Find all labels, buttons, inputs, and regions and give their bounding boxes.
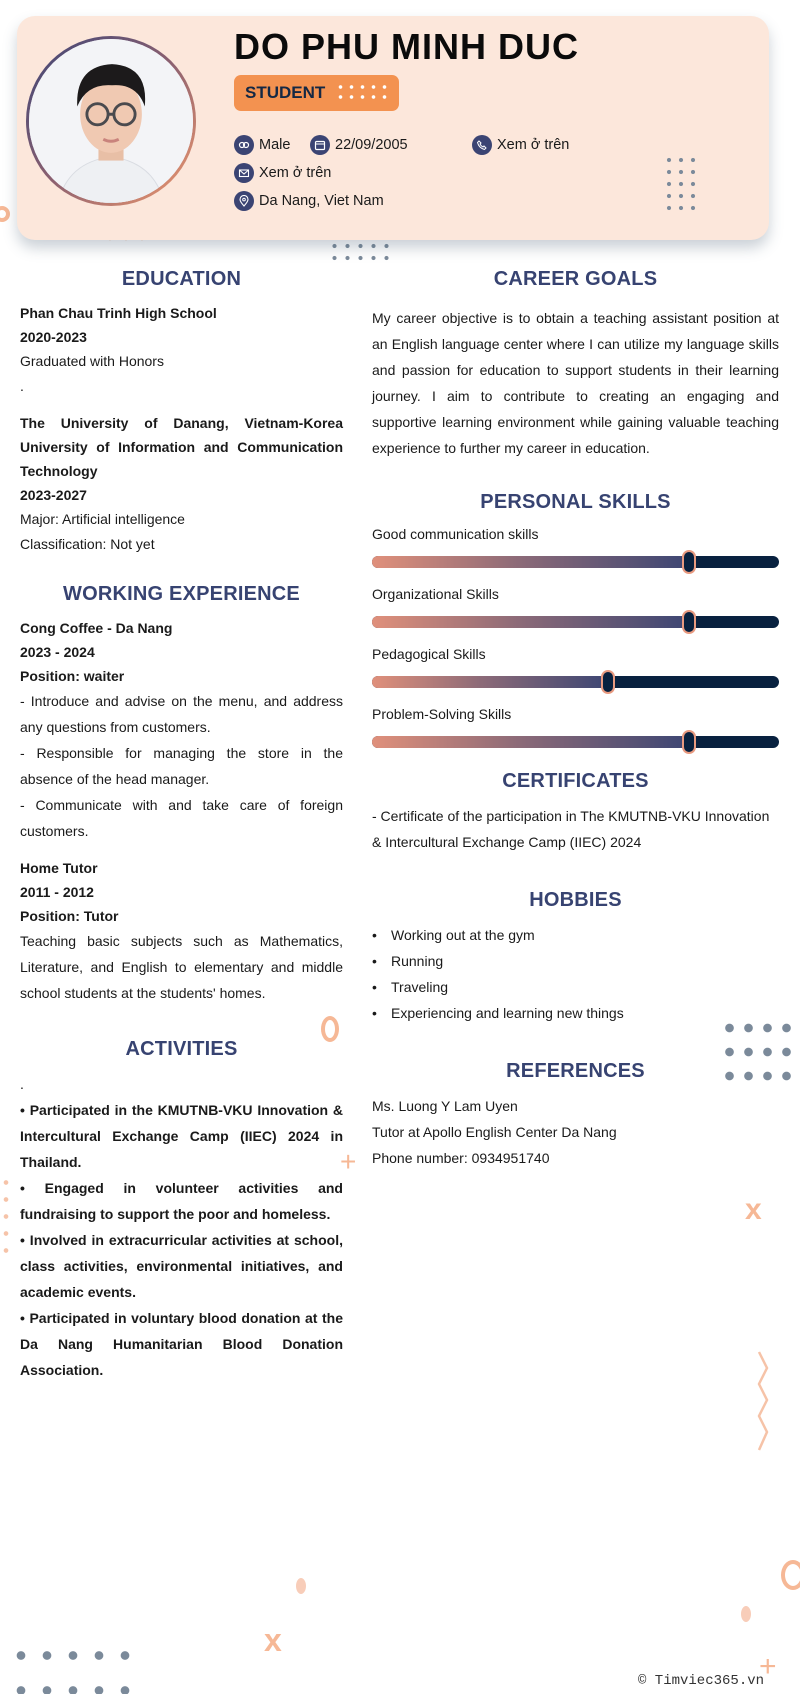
contact-birthday — [310, 135, 408, 155]
skill-label: Organizational Skills — [372, 586, 499, 602]
school-name: Phan Chau Trinh High School — [20, 305, 217, 321]
section-title: EDUCATION — [121, 268, 242, 290]
skill-label: Good communication skills — [372, 526, 539, 542]
calendar-icon — [310, 135, 330, 155]
section-title: REFERENCES — [506, 1060, 645, 1082]
section-title: ACTIVITIES — [125, 1038, 238, 1060]
gender-icon — [234, 135, 254, 155]
skill-slider-thumb[interactable] — [682, 610, 696, 634]
role-label: STUDENT — [245, 83, 326, 102]
skill-bar — [372, 676, 779, 688]
skill-bar — [372, 616, 779, 628]
hobby-item: • Running — [372, 948, 779, 974]
badge-dots-icon — [335, 82, 391, 102]
mail-icon — [234, 163, 254, 183]
phone-value[interactable]: Xem ở trên — [497, 137, 570, 153]
job-duty: - Responsible for managing the store in the absence of the head manager. — [20, 745, 343, 787]
right-column — [372, 268, 779, 1171]
email-value[interactable]: Xem ở trên — [259, 165, 332, 181]
school-period: 2023-2027 — [20, 487, 87, 503]
skill-label: Pedagogical Skills — [372, 646, 486, 662]
job-position: Position: Tutor — [20, 908, 119, 924]
copyright: © Timviec365.vn — [638, 1673, 765, 1689]
skill-bar — [372, 556, 779, 568]
skill-row — [372, 704, 779, 748]
hobby-item: • Experiencing and learning new things — [372, 1000, 779, 1026]
hobbies-section — [372, 889, 779, 1026]
decor-x-icon: x — [745, 1193, 762, 1226]
avatar-frame — [26, 36, 196, 206]
decor-zigzag-icon — [755, 1350, 775, 1454]
hobby-item: • Working out at the gym — [372, 922, 779, 948]
certificate-text: - Certificate of the participation in The KMUTNB-VKU Innovation & Intercultural Exchange Camp (IIEC) 2024 — [372, 808, 770, 850]
activities-lead: . — [20, 1076, 24, 1092]
section-title: HOBBIES — [529, 889, 622, 911]
school-period: 2020-2023 — [20, 329, 87, 345]
decor-plus-icon: + — [759, 1650, 777, 1683]
profile-header-card — [17, 16, 769, 240]
section-title: CAREER GOALS — [493, 268, 658, 290]
portrait-icon — [29, 39, 193, 203]
decor-plus-icon: + — [340, 1146, 357, 1177]
education-detail: Major: Artificial intelligence — [20, 511, 185, 527]
activity-item: • Participated in the KMUTNB-VKU Innovation & Intercultural Exchange Camp (IIEC) 2024 in Thailand. — [20, 1102, 343, 1170]
job-duty: - Communicate with and take care of foreign customers. — [20, 797, 343, 839]
job-position: Position: waiter — [20, 668, 125, 684]
contact-phone — [472, 135, 569, 155]
candidate-name: DO PHU MINH DUC — [234, 26, 579, 67]
contact-email — [234, 163, 331, 183]
decor-dot-icon — [741, 1606, 751, 1622]
phone-icon — [472, 135, 492, 155]
skills-section — [372, 491, 779, 748]
section-title: WORKING EXPERIENCE — [63, 583, 300, 605]
certificates-section — [372, 770, 779, 855]
section-title: CERTIFICATES — [502, 770, 649, 792]
career-goals-section — [372, 268, 779, 461]
skill-row — [372, 584, 779, 628]
gender-value: Male — [259, 137, 291, 153]
role-badge — [234, 75, 399, 111]
company-name: Cong Coffee - Da Nang — [20, 620, 173, 636]
activities-list — [20, 1097, 343, 1383]
hobbies-list — [372, 922, 779, 1026]
job-duty: - Introduce and advise on the menu, and address any questions from customers. — [20, 693, 343, 735]
job-period: 2023 - 2024 — [20, 644, 95, 660]
decor-ring-icon — [781, 1560, 800, 1590]
avatar — [29, 39, 193, 203]
contact-address — [234, 191, 384, 211]
birthday-value: 22/09/2005 — [335, 137, 408, 153]
decor-dot-icon — [296, 1578, 306, 1594]
activity-item: • Engaged in volunteer activities and fundraising to support the poor and homeless. — [20, 1180, 343, 1222]
skill-row — [372, 524, 779, 568]
skill-row — [372, 644, 779, 688]
reference-line: Phone number: 0934951740 — [372, 1150, 550, 1166]
activities-section — [20, 1038, 343, 1383]
contact-gender — [234, 135, 290, 155]
references-section — [372, 1060, 779, 1171]
hobby-item: • Traveling — [372, 974, 779, 1000]
address-value: Da Nang, Viet Nam — [259, 193, 384, 209]
skill-slider-thumb[interactable] — [601, 670, 615, 694]
skill-bar — [372, 736, 779, 748]
reference-line: Ms. Luong Y Lam Uyen — [372, 1098, 518, 1114]
decor-dots-icon — [720, 1016, 800, 1088]
location-pin-icon — [234, 191, 254, 211]
decor-ring-icon — [0, 206, 10, 222]
reference-line: Tutor at Apollo English Center Da Nang — [372, 1124, 617, 1140]
decor-dots-icon — [8, 1638, 138, 1694]
job-period: 2011 - 2012 — [20, 884, 94, 900]
skill-label: Problem-Solving Skills — [372, 706, 512, 722]
skill-slider-thumb[interactable] — [682, 730, 696, 754]
company-name: Home Tutor — [20, 860, 98, 876]
education-detail: Classification: Not yet — [20, 536, 155, 552]
job-duty: Teaching basic subjects such as Mathematics, Literature, and English to elementary and middle school students at the students' homes. — [20, 933, 343, 1001]
decor-x-icon: x — [264, 1622, 282, 1658]
left-column — [20, 268, 343, 1383]
activity-item: • Involved in extracurricular activities at school, class activities, environmental initiatives, and academic events. — [20, 1232, 343, 1300]
education-detail: . — [20, 378, 24, 394]
decor-dots-icon — [2, 1174, 10, 1254]
decor-ring-icon — [321, 1016, 339, 1042]
activity-item: • Participated in voluntary blood donation at the Da Nang Humanitarian Blood Donation Association. — [20, 1310, 343, 1378]
school-name: The University of Danang, Vietnam-Korea University of Information and Communication Technology — [20, 415, 343, 479]
education-section — [20, 268, 343, 557]
skill-slider-thumb[interactable] — [682, 550, 696, 574]
career-goals-text: My career objective is to obtain a teaching assistant position at an English language center where I can utilize my language skills and passion for education to support students in their learning journey. I aim to contribute to creating an engaging and supportive learning environment while gaining valuable teaching experience to further my career in education. — [372, 310, 779, 456]
education-detail: Graduated with Honors — [20, 353, 164, 369]
experience-section — [20, 583, 343, 1006]
header-dots-icon — [663, 154, 699, 214]
section-title: PERSONAL SKILLS — [480, 491, 671, 513]
